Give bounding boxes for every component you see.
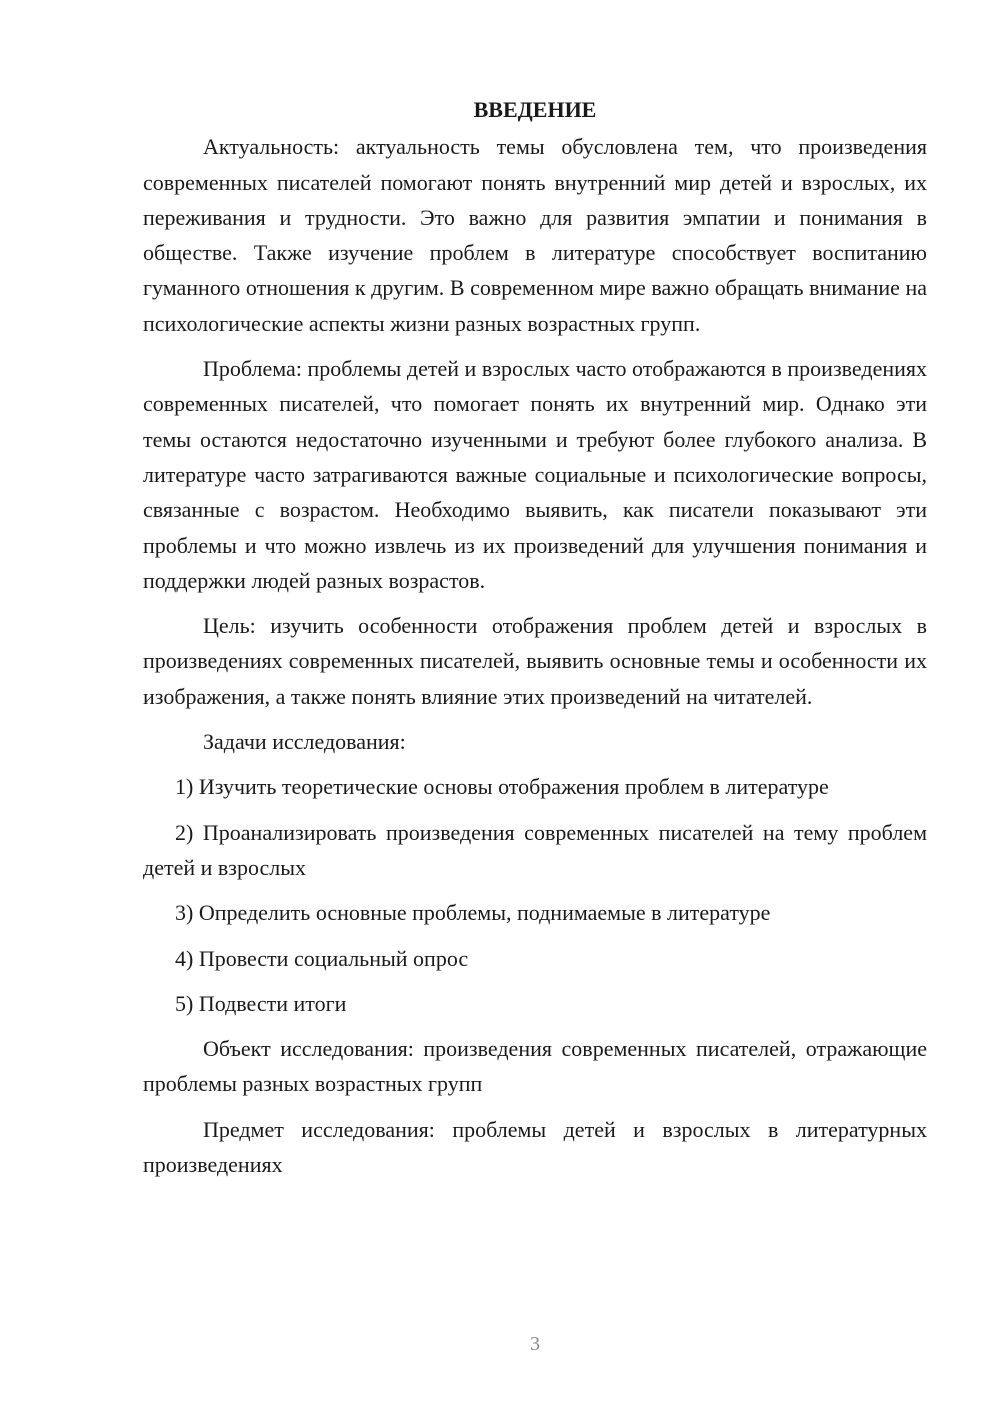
page-content — [143, 92, 927, 1182]
tasks-heading: Задачи исследования: — [203, 729, 406, 755]
paragraph-object: Объект исследования: произведения современных писателей, отражающие проблемы разных возрастных групп — [143, 1036, 927, 1097]
task-item-2: 2) Проанализировать произведения современных писателей на тему проблем детей и взрослых — [143, 819, 927, 880]
paragraph-relevance: Актуальность: актуальность темы обусловлена тем, что произведения современных писателей помогают понять внутренний мир детей и взрослых, их переживания и трудности. Это важно для развития эмпатии и понимания в обществе. Также изучение проблем в литературе способствует воспитанию гуманного отношения к другим. В современном мире важно обращать внимание на психологические аспекты жизни разных возрастных групп. — [143, 134, 927, 336]
task-item-4: 4) Провести социальный опрос — [175, 945, 469, 971]
paragraph-goal: Цель: изучить особенности отображения проблем детей и взрослых в произведениях современных писателей, выявить основные темы и особенности их изображения, а также понять влияние этих произведений на читателей. — [143, 613, 927, 709]
task-item-5: 5) Подвести итоги — [175, 990, 347, 1016]
section-title: ВВЕДЕНИЕ — [473, 97, 597, 122]
paragraph-problem: Проблема: проблемы детей и взрослых часто отображаются в произведениях современных писателей, что помогает понять их внутренний мир. Однако эти темы остаются недостаточно изученными и требуют более глубокого анализа. В литературе часто затрагиваются важные социальные и психологические вопросы, связанные с возрастом. Необходимо выявить, как писатели показывают эти проблемы и что можно извлечь из их произведений для улучшения понимания и поддержки людей разных возрастов. — [143, 356, 927, 593]
task-item-1: 1) Изучить теоретические основы отображения проблем в литературе — [175, 774, 829, 800]
paragraph-subject: Предмет исследования: проблемы детей и взрослых в литературных произведениях — [143, 1116, 927, 1178]
page-number: 3 — [530, 1333, 540, 1355]
task-item-3: 3) Определить основные проблемы, поднимаемые в литературе — [175, 900, 771, 926]
